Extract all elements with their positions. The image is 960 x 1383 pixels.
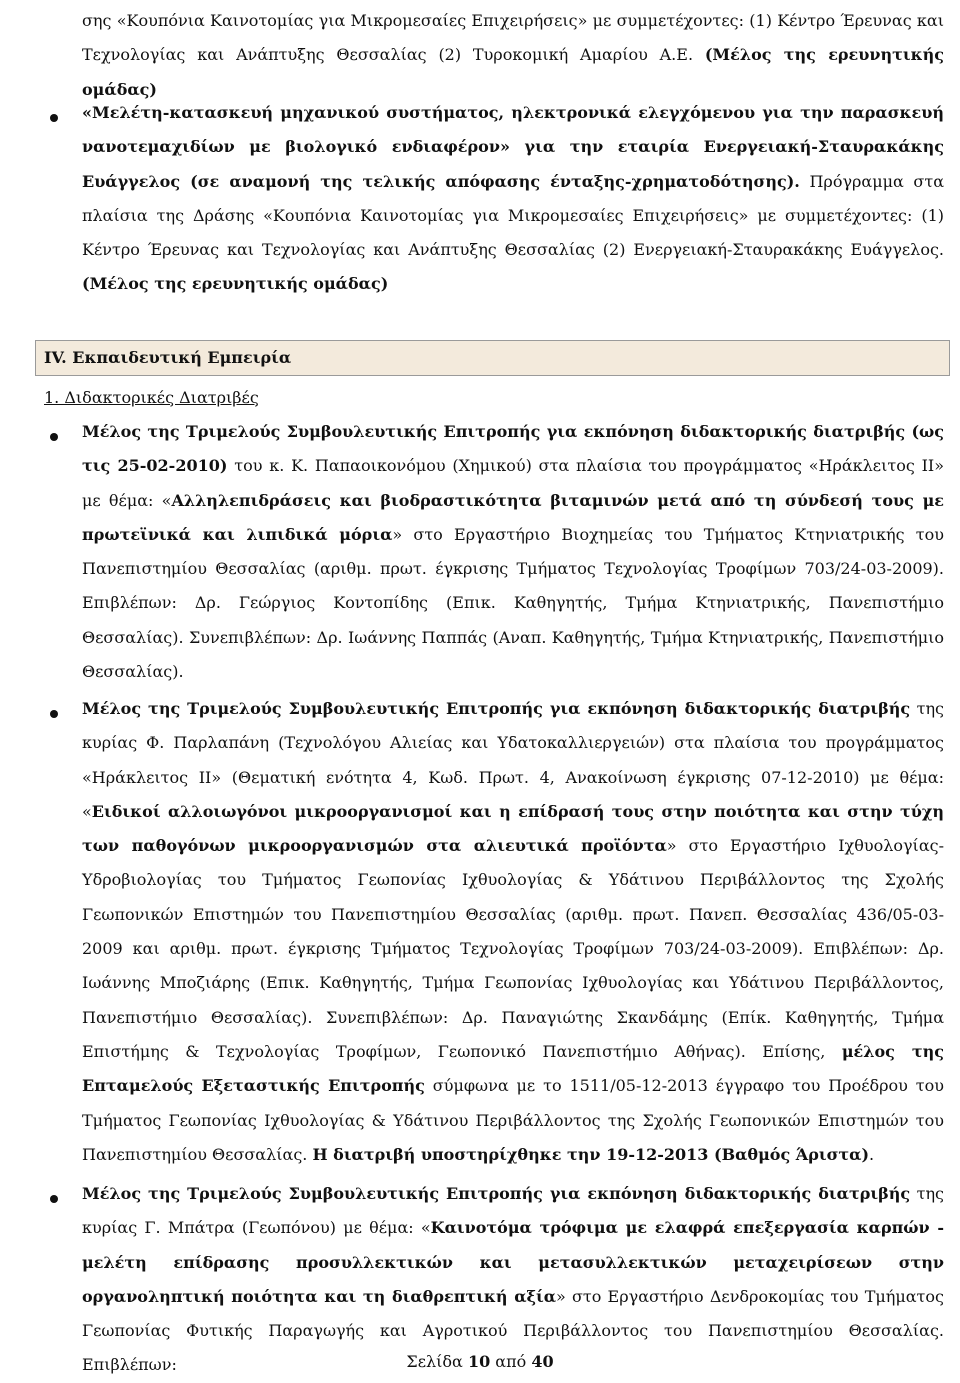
bold-text-run: «Μελέτη-κατασκευή μηχανικού συστήματος, ηλεκτρονικά ελεγχόμενου για την παρασκευή νανοτεμαχιδίων με βιολογικό ενδιαφέρον» για την εταιρία Ενεργειακή-Σταυρακάκης Ευάγγελος (σε αναμονή της τελικής απόφασης ένταξης-χρηματοδότησης). (82, 103, 944, 191)
footer-prefix: Σελίδα (406, 1352, 468, 1371)
bold-text-run: (Μέλος της ερευνητικής ομάδας) (82, 274, 389, 294)
bullet-icon (50, 1195, 58, 1203)
footer-middle: από (490, 1352, 532, 1371)
text-run: της κυρίας Γ. Μπάτρα (Γεωπόνου) με θέμα: « (82, 1184, 945, 1238)
text-run: σύμφωνα με το 1511/05-12-2013 έγγραφο του Προέδρου του Τμήματος Γεωπονίας Ιχθυολογίας & Υδάτινου Περιβάλλοντος της Σχολής Γεωπονικών Επιστημών του Πανεπιστημίου Θεσσαλίας. (82, 1076, 944, 1164)
bullet-icon (50, 114, 58, 122)
section-heading: IV. Εκπαιδευτική Εμπειρία (35, 340, 950, 376)
bold-text-run: Μέλος της Τριμελούς Συμβουλευτικής Επιτροπής για εκπόνηση διδακτορικής διατριβής (82, 1184, 911, 1203)
bullet-icon (50, 433, 58, 441)
bullet-icon (50, 710, 58, 718)
bold-text-run: Καινοτόμα τρόφιμα με ελαφρά επεξεργασία καρπών - μελέτη επίδρασης προσυλλεκτικών και μετασυλλεκτικών μεταχειρίσεων στην οργανοληπτική ποιότητα και τη διαθρεπτική αξία (82, 1218, 944, 1306)
text-run: . (869, 1144, 875, 1164)
text-run: » στο Εργαστήριο Δενδροκομίας του Τμήματος Γεωπονίας Φυτικής Παραγωγής και Αγροτικού Περιβάλλοντος του Πανεπιστημίου Θεσσαλίας. Επιβλέπων: (82, 1286, 944, 1375)
text-run: Πρόγραμμα στα πλαίσια της Δράσης «Κουπόνια Καινοτομίας για Μικρομεσαίες Επιχειρήσεις» με συμμετέχοντες: (1) Κέντρο Έρευνας και Τεχνολογίας και Ανάπτυξης Θεσσαλίας (2) Ενεργειακή-Σταυρακάκης Ευάγγελος. (82, 171, 944, 260)
bold-text-run: Η διατριβή υποστηρίχθηκε την 19-12-2013 (Βαθμός Άριστα) (312, 1144, 870, 1164)
text-run: της κυρίας Φ. Παρλαπάνη (Τεχνολόγου Αλιείας και Υδατοκαλλιεργειών) στα πλαίσια του προγράμματος «Ηράκλειτος ΙΙ» (Θεματική ενότητα 4, Κωδ. Πρωτ. 4, Ανακοίνωση έγκρισης 07-12-2010) με θέμα: « (82, 699, 945, 821)
text-run: » στο Εργαστήριο Βιοχημείας του Τμήματος Κτηνιατρικής του Πανεπιστημίου Θεσσαλίας (αριθμ. πρωτ. έγκρισης Τμήματος Τεχνολογίας Τροφίμων 703/24-03-2009). Επιβλέπων: Δρ. Γεώργιος Κοντοπίδης (Επικ. Καθηγητής, Τμήμα Κτηνιατρικής, Πανεπιστήμιο Θεσσαλίας). Συνεπιβλέπων: Δρ. Ιωάννης Παππάς (Αναπ. Καθηγητής, Τμήμα Κτηνιατρικής, Πανεπιστήμιο Θεσσαλίας). (82, 524, 945, 682)
list-item (82, 692, 944, 1172)
text-run: του κ. Κ. Παπαοικονόμου (Χημικού) στα πλαίσια του προγράμματος «Ηράκλειτος ΙΙ» με θέμα: « (82, 456, 945, 510)
list-item (82, 96, 944, 302)
bold-text-run: Μέλος της Τριμελούς Συμβουλευτικής Επιτροπής για εκπόνηση διδακτορικής διατριβής (ως τις 25-02-2010) (82, 422, 944, 476)
page-footer (0, 1350, 960, 1374)
current-page-number: 10 (467, 1352, 491, 1371)
bold-text-run: Αλληλεπιδράσεις και βιοδραστικότητα βιταμινών μετά από τη σύνδεσή τους με πρωτεϊνικά και λιπιδικά μόρια (82, 490, 945, 544)
bold-text-run: Ειδικοί αλλοιωγόνοι μικροοργανισμοί και η επίδρασή τους στην ποιότητα και στην τύχη των παθογόνων μικροοργανισμών στα αλιευτικά προϊόντα (82, 801, 944, 856)
paragraph-continuation (82, 4, 944, 107)
bold-text-run: (Μέλος της ερευνητικής ομάδας) (82, 45, 944, 99)
bold-text-run: Μέλος της Τριμελούς Συμβουλευτικής Επιτροπής για εκπόνηση διδακτορικής διατριβής (82, 699, 911, 718)
subsection-heading: 1. Διδακτορικές Διατριβές (44, 388, 259, 407)
list-item (82, 415, 944, 689)
text-run: σης «Κουπόνια Καινοτομίας για Μικρομεσαίες Επιχειρήσεις» με συμμετέχοντες: (1) Κέντρο Έρευνας και Τεχνολογίας και Ανάπτυξης Θεσσαλίας (2) Τυροκομική Αμαρίου Α.Ε. (82, 11, 944, 65)
total-pages-number: 40 (531, 1352, 554, 1371)
text-run: » στο Εργαστήριο Ιχθυολογίας-Υδροβιολογίας του Τμήματος Γεωπονίας Ιχθυολογίας & Υδάτινου Περιβάλλοντος της Σχολής Γεωπονικών Επιστημών του Πανεπιστημίου Θεσσαλίας (αριθμ. πρωτ. Πανεπ. Θεσσαλίας 436/05-03-2009 και αριθμ. πρωτ. έγκρισης Τμήματος Τεχνολογίας Τροφίμων 703/24-03-2009). Επιβλέπων: Δρ. Ιωάννης Μποζιάρης (Επικ. Καθηγητής, Τμήμα Γεωπονίας Ιχθυολογίας και Υδάτινου Περιβάλλοντος, Πανεπιστήμιο Θεσσαλίας). Συνεπιβλέπων: Δρ. Παναγιώτης Σκανδάμης (Επίκ. Καθηγητής, Τμήμα Επιστήμης & Τεχνολογίας Τροφίμων, Γεωπονικό Πανεπιστήμιο Αθήνας). Επίσης, (82, 836, 944, 1061)
bold-text-run: μέλος της Επταμελούς Εξεταστικής Επιτροπής (82, 1041, 944, 1096)
